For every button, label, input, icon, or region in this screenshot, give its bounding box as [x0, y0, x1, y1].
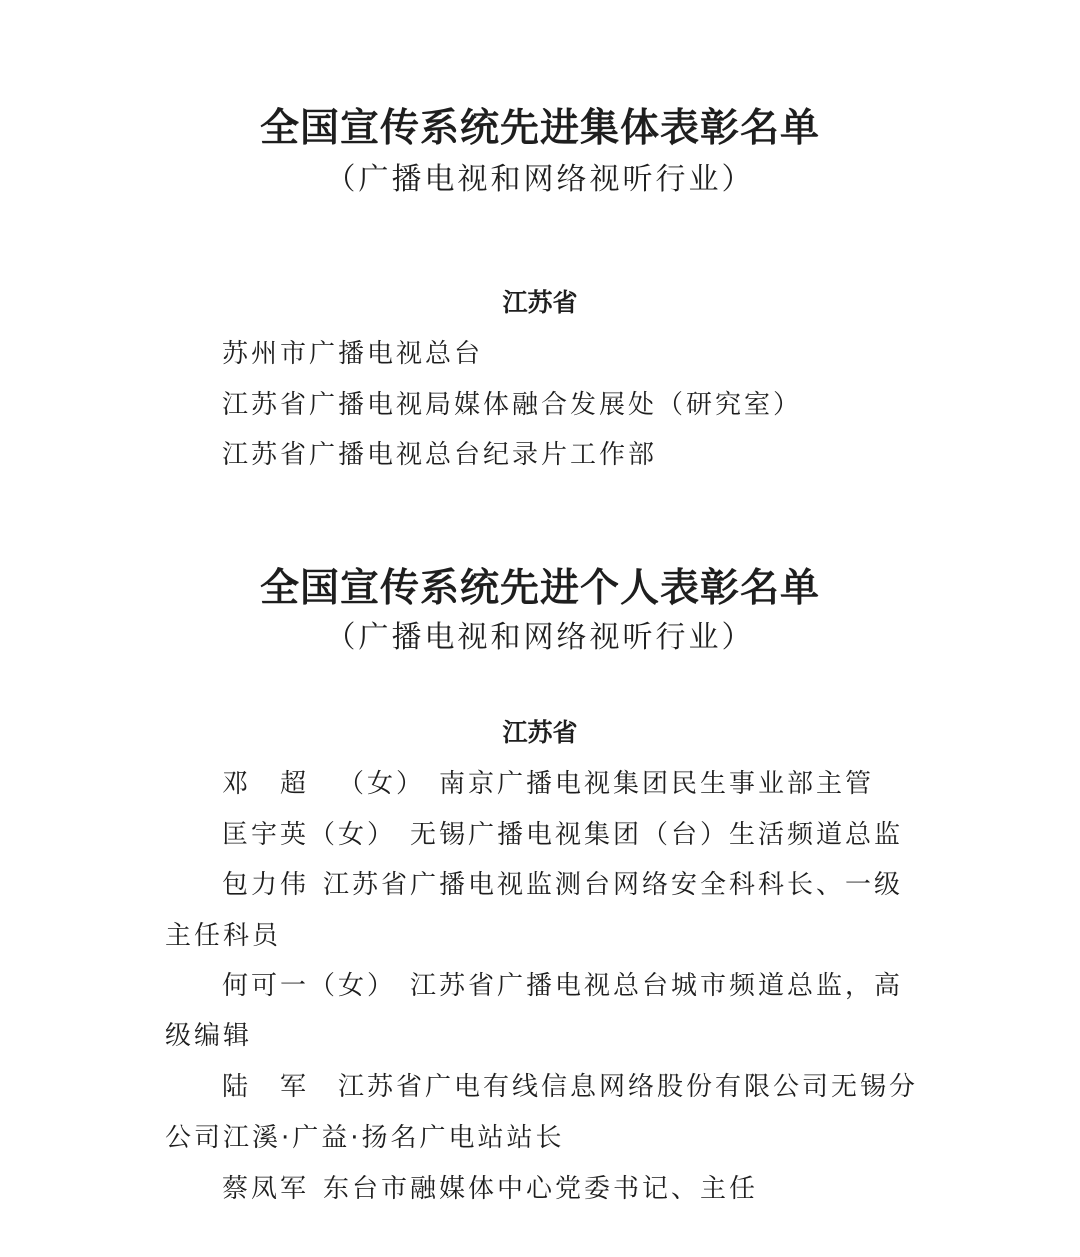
person-gender: （女）: [309, 971, 397, 1001]
person-name: 陆军: [222, 1072, 339, 1102]
person-name: 蔡凤军: [222, 1174, 310, 1204]
person-entry: [222, 968, 903, 1004]
person-description: 江苏省广播电视监测台网络安全科科长、一级: [323, 870, 904, 900]
person-name: 匡宇英: [222, 820, 310, 850]
person-description: 江苏省广播电视总台城市频道总监，高: [410, 971, 904, 1001]
person-gender: （女）: [338, 769, 426, 799]
collective-unit: 苏州市广播电视总台: [222, 339, 484, 369]
collective-title: 全国宣传系统先进集体表彰名单: [259, 105, 820, 151]
person-description-continuation: 主任科员: [165, 921, 282, 951]
person-entry: [222, 817, 903, 853]
person-description-continuation: 公司江溪·广益·扬名广电站站长: [165, 1123, 565, 1153]
person-description: 东台市融媒体中心党委书记、主任: [323, 1174, 759, 1204]
person-entry: [222, 766, 874, 802]
person-entry: [222, 1069, 918, 1105]
individual-subtitle: （广播电视和网络视听行业）: [325, 620, 755, 655]
person-name: 邓超: [222, 769, 339, 799]
person-description: 江苏省广电有线信息网络股份有限公司无锡分: [338, 1072, 919, 1102]
person-name: 包力伟: [222, 870, 310, 900]
individual-title: 全国宣传系统先进个人表彰名单: [259, 565, 820, 611]
collective-province-heading: 江苏省: [502, 288, 578, 317]
person-description: 无锡广播电视集团（台）生活频道总监: [410, 820, 904, 850]
collective-unit: 江苏省广播电视局媒体融合发展处（研究室）: [222, 390, 803, 420]
person-gender: （女）: [309, 820, 397, 850]
person-name: 何可一: [222, 971, 310, 1001]
person-entry: [222, 867, 903, 903]
collective-subtitle: （广播电视和网络视听行业）: [325, 162, 755, 197]
person-entry: [222, 1171, 758, 1207]
individual-province-heading: 江苏省: [502, 718, 578, 747]
collective-unit: 江苏省广播电视总台纪录片工作部: [222, 440, 658, 470]
person-description: 南京广播电视集团民生事业部主管: [439, 769, 875, 799]
person-description-continuation: 级编辑: [165, 1021, 253, 1051]
